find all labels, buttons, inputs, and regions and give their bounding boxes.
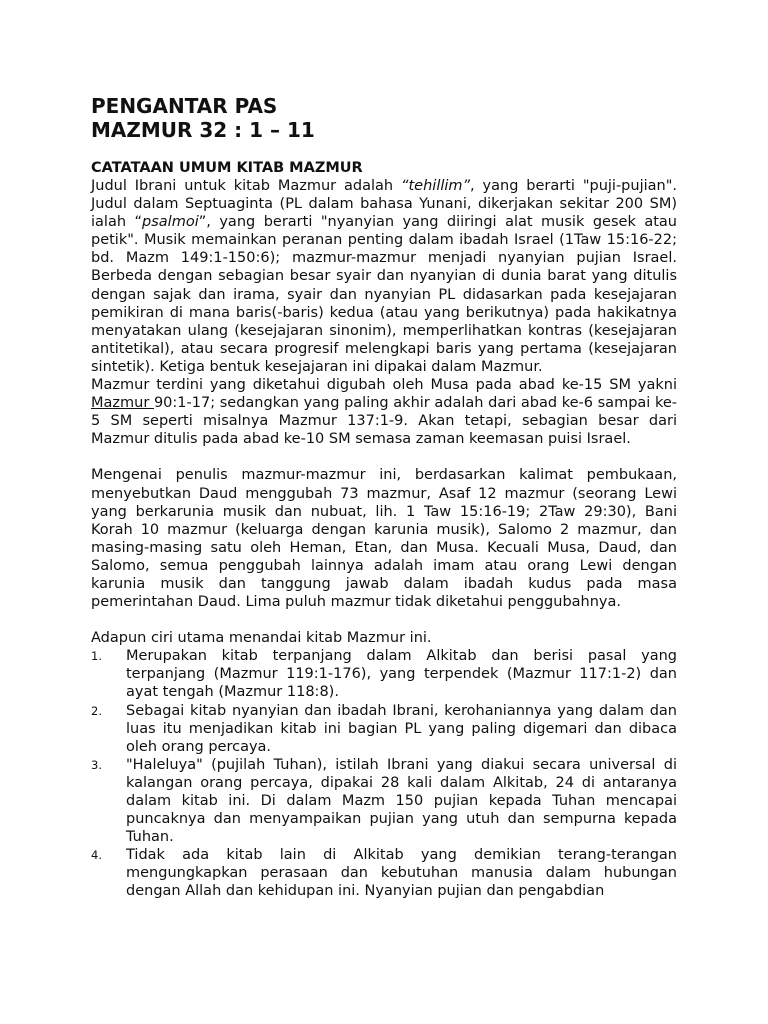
list-number: 3. (91, 757, 102, 772)
list-item (91, 702, 677, 756)
list-item-text: Merupakan kitab terpanjang dalam Alkitab dan berisi pasal yang terpanjang (Mazmur 119:1-176), yang terpendek (Mazmur 117:1-2) dan ayat tengah (Mazmur 118:8). (126, 648, 677, 701)
paragraph-intro (91, 177, 677, 376)
list-item (91, 846, 677, 900)
section-heading: CATATAAN UMUM KITAB MAZMUR (91, 160, 363, 176)
list-number: 1. (91, 649, 102, 664)
title-line-1: PENGANTAR PAS (91, 94, 278, 118)
p2-underlined-mazmur: Mazmur (91, 395, 154, 412)
list-item-text: Sebagai kitab nyanyian dan ibadah Ibrani, kerohaniannya yang dalam dan luas itu menjadikan kitab ini bagian PL yang paling digemari dan dibaca oleh orang percaya. (126, 702, 677, 755)
p2-text-a: Mazmur terdini yang diketahui digubah oleh Musa pada abad ke-15 SM yakni (91, 377, 677, 394)
spacer (91, 448, 677, 466)
title-line-2: MAZMUR 32 : 1 – 11 (91, 118, 315, 142)
p1-text-a: Judul Ibrani untuk kitab Mazmur adalah (91, 178, 401, 194)
list-item-text: Tidak ada kitab lain di Alkitab yang demikian terang-terangan mengungkapkan perasaan dan kebutuhan manusia dalam hubungan dengan Allah dan kehidupan ini. Nyanyian pujian dan pengabdian (126, 847, 677, 900)
features-list (91, 647, 677, 900)
p1-text-b: , yang berarti "puji-pujian". Judul dalam Septuaginta (PL dalam bahasa Yunani, dikerjakan sekitar 200 SM) ialah “ (91, 178, 677, 231)
document-title (91, 94, 677, 142)
list-item (91, 756, 677, 846)
list-item (91, 647, 677, 701)
paragraph-dating (91, 376, 677, 448)
spacer (91, 611, 677, 629)
p1-text-c: ”, yang berarti "nyanyian yang diiringi alat musik gesek atau petik". Musik memainkan peranan penting dalam ibadah Israel (1Taw 15:16-22; bd. Mazm 149:1-150:6); mazmur-mazmur menjadi nyanyian pujian Israel. Berbeda dengan sebagian besar syair dan nyanyian di dunia barat yang ditulis dengan sajak dan irama, syair dan nyanyian PL didasarkan pada kesejajaran pemikiran di mana baris(-baris) kedua (atau yang berikutnya) pada hakikatnya menyatakan ulang (kesejajaran sinonim), memperlihatkan kontras (kesejajaran antitetikal), atau secara progresif melengkapi baris yang pertama (kesejajaran sintetik). Ketiga bentuk kesejajaran ini dipakai dalam Mazmur. (91, 214, 677, 375)
p2-text-b: 90:1-17; sedangkan yang paling akhir adalah dari abad ke-6 sampai ke-5 SM seperti misalnya Mazmur 137:1-9. Akan tetapi, sebagian besar dari Mazmur ditulis pada abad ke-10 SM semasa zaman keemasan puisi Israel. (91, 395, 677, 448)
paragraph-features-intro: Adapun ciri utama menandai kitab Mazmur ini. (91, 630, 432, 647)
p1-term-tehillim: “tehillim” (400, 178, 471, 194)
paragraph-authors: Mengenai penulis mazmur-mazmur ini, berdasarkan kalimat pembukaan, menyebutkan Daud menggubah 73 mazmur, Asaf 12 mazmur (seorang Lewi yang berkarunia musik dan nubuat, lih. 1 Taw 15:16-19; 2Taw 29:30), Bani Korah 10 mazmur (keluarga dengan karunia musik), Salomo 2 mazmur, dan masing-masing satu oleh Heman, Etan, dan Musa. Kecuali Musa, Daud, dan Salomo, semua penggubah lainnya adalah imam atau orang Lewi dengan karunia musik dan tanggung jawab dalam ibadah kudus pada masa pemerintahan Daud. Lima puluh mazmur tidak diketahui penggubahnya. (91, 467, 677, 611)
list-number: 4. (91, 848, 102, 863)
list-number: 2. (91, 703, 102, 718)
p1-term-psalmoi: psalmoi (142, 214, 199, 231)
list-item-text: "Haleluya" (pujilah Tuhan), istilah Ibrani yang diakui secara universal di kalangan orang percaya, dipakai 28 kali dalam Alkitab, 24 di antaranya dalam kitab ini. Di dalam Mazm 150 pujian kepada Tuhan mencapai puncaknya dan menyampaikan pujian yang utuh dan sempurna kepada Tuhan. (126, 756, 677, 846)
